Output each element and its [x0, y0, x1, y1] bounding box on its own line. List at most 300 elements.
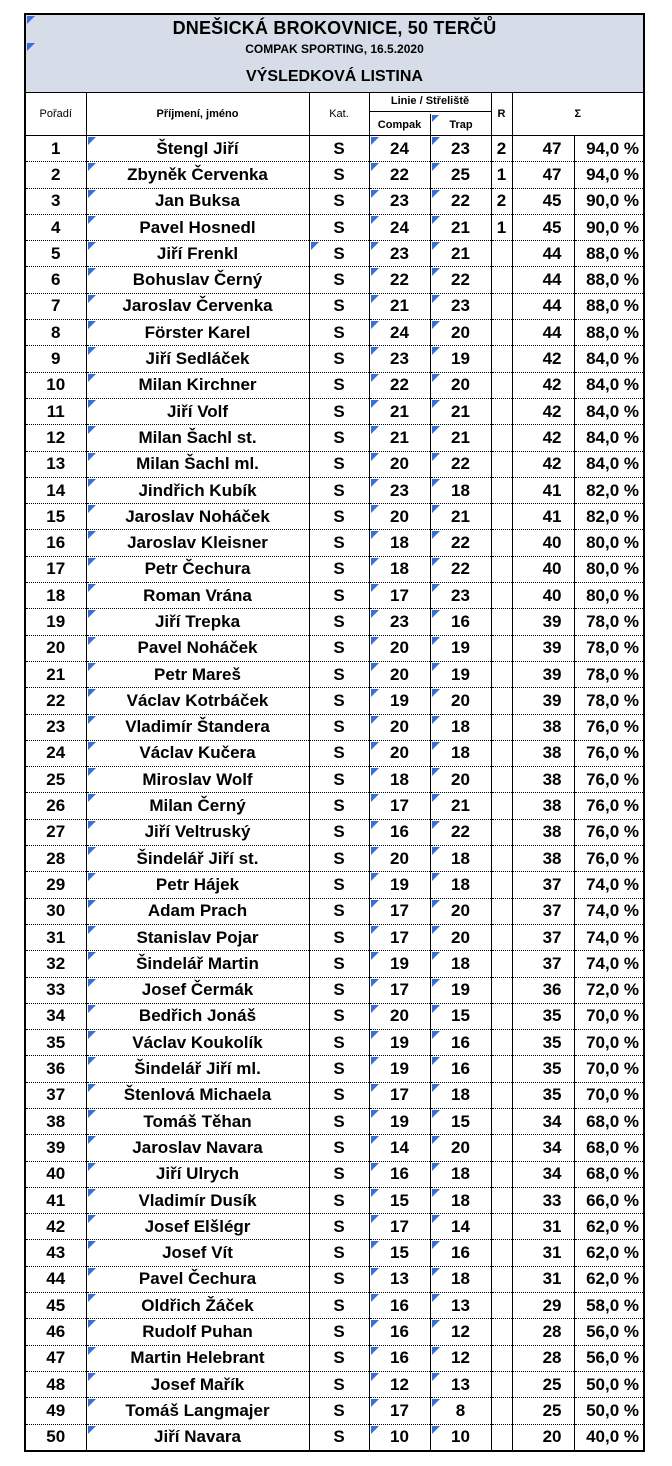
cell-category: S	[309, 688, 369, 714]
cell-name: Milan Šachl ml.	[86, 451, 309, 477]
cell-name: Tomáš Těhan	[86, 1108, 309, 1134]
cell-name: Václav Kučera	[86, 740, 309, 766]
cell-r	[491, 635, 512, 661]
cell-category: S	[309, 188, 369, 214]
cell-r	[491, 846, 512, 872]
cell-name: Förster Karel	[86, 320, 309, 346]
cell-total: 34	[512, 1108, 574, 1134]
column-group-label: Linie / Střeliště	[370, 95, 491, 112]
cell-total: 38	[512, 767, 574, 793]
cell-rank: 1	[26, 136, 86, 162]
cell-trap: 18	[430, 872, 491, 898]
cell-name: Roman Vrána	[86, 583, 309, 609]
cell-r	[491, 793, 512, 819]
cell-percent: 76,0 %	[574, 767, 643, 793]
cell-category: S	[309, 714, 369, 740]
cell-percent: 90,0 %	[574, 188, 643, 214]
event-subtitle: COMPAK SPORTING, 16.5.2020	[245, 42, 424, 56]
cell-total: 35	[512, 1003, 574, 1029]
table-row	[26, 609, 643, 635]
cell-rank: 20	[26, 635, 86, 661]
cell-total: 37	[512, 951, 574, 977]
cell-trap: 19	[430, 977, 491, 1003]
cell-rank: 32	[26, 951, 86, 977]
cell-compak: 24	[369, 136, 430, 162]
cell-total: 25	[512, 1398, 574, 1424]
cell-r	[491, 346, 512, 372]
cell-name: Štengl Jiří	[86, 136, 309, 162]
cell-name: Jaroslav Noháček	[86, 504, 309, 530]
cell-category: S	[309, 267, 369, 293]
table-row	[26, 635, 643, 661]
cell-name: Jiří Ulrych	[86, 1161, 309, 1187]
table-row	[26, 320, 643, 346]
cell-name: Jaroslav Červenka	[86, 293, 309, 319]
cell-r	[491, 1319, 512, 1345]
cell-name: Miroslav Wolf	[86, 767, 309, 793]
cell-r	[491, 583, 512, 609]
table-row	[26, 1108, 643, 1134]
cell-percent: 70,0 %	[574, 1056, 643, 1082]
cell-r	[491, 1030, 512, 1056]
cell-rank: 35	[26, 1030, 86, 1056]
cell-category: S	[309, 1082, 369, 1108]
cell-name: Josef Čermák	[86, 977, 309, 1003]
cell-name: Bedřich Jonáš	[86, 1003, 309, 1029]
cell-percent: 76,0 %	[574, 714, 643, 740]
cell-compak: 10	[369, 1424, 430, 1450]
cell-total: 20	[512, 1424, 574, 1450]
cell-compak: 17	[369, 924, 430, 950]
table-row	[26, 556, 643, 582]
table-row	[26, 293, 643, 319]
cell-r	[491, 293, 512, 319]
table-row	[26, 1293, 643, 1319]
cell-category: S	[309, 136, 369, 162]
cell-rank: 25	[26, 767, 86, 793]
cell-name: Rudolf Puhan	[86, 1319, 309, 1345]
table-row	[26, 688, 643, 714]
cell-rank: 3	[26, 188, 86, 214]
cell-trap: 18	[430, 740, 491, 766]
cell-name: Milan Kirchner	[86, 372, 309, 398]
cell-compak: 22	[369, 372, 430, 398]
cell-r	[491, 609, 512, 635]
cell-category: S	[309, 898, 369, 924]
cell-total: 33	[512, 1187, 574, 1213]
cell-rank: 48	[26, 1371, 86, 1397]
cell-category: S	[309, 1187, 369, 1213]
cell-category: S	[309, 951, 369, 977]
table-row	[26, 924, 643, 950]
cell-compak: 18	[369, 767, 430, 793]
cell-total: 44	[512, 320, 574, 346]
cell-percent: 62,0 %	[574, 1214, 643, 1240]
cell-category: S	[309, 977, 369, 1003]
cell-name: Petr Mareš	[86, 661, 309, 687]
cell-trap: 15	[430, 1003, 491, 1029]
cell-percent: 78,0 %	[574, 609, 643, 635]
cell-name: Oldřich Žáček	[86, 1293, 309, 1319]
cell-r	[491, 1240, 512, 1266]
cell-trap: 23	[430, 583, 491, 609]
cell-r	[491, 1056, 512, 1082]
cell-percent: 76,0 %	[574, 740, 643, 766]
cell-compak: 19	[369, 1056, 430, 1082]
cell-total: 47	[512, 162, 574, 188]
cell-compak: 19	[369, 872, 430, 898]
cell-r	[491, 951, 512, 977]
cell-name: Vladimír Štandera	[86, 714, 309, 740]
cell-category: S	[309, 1371, 369, 1397]
table-row	[26, 1161, 643, 1187]
cell-r	[491, 1161, 512, 1187]
cell-rank: 19	[26, 609, 86, 635]
cell-category: S	[309, 1161, 369, 1187]
cell-percent: 74,0 %	[574, 898, 643, 924]
cell-compak: 23	[369, 241, 430, 267]
cell-compak: 20	[369, 1003, 430, 1029]
cell-r	[491, 898, 512, 924]
cell-total: 40	[512, 530, 574, 556]
table-row	[26, 162, 643, 188]
cell-percent: 50,0 %	[574, 1371, 643, 1397]
cell-rank: 34	[26, 1003, 86, 1029]
cell-name: Jiří Trepka	[86, 609, 309, 635]
cell-total: 31	[512, 1266, 574, 1292]
cell-trap: 14	[430, 1214, 491, 1240]
table-row	[26, 530, 643, 556]
cell-total: 35	[512, 1030, 574, 1056]
cell-percent: 80,0 %	[574, 583, 643, 609]
cell-category: S	[309, 583, 369, 609]
column-header-category: Kat.	[309, 93, 369, 136]
cell-total: 34	[512, 1135, 574, 1161]
cell-trap: 18	[430, 951, 491, 977]
results-table	[26, 93, 643, 1450]
cell-category: S	[309, 1319, 369, 1345]
cell-rank: 11	[26, 398, 86, 424]
cell-compak: 16	[369, 1161, 430, 1187]
cell-trap: 19	[430, 346, 491, 372]
cell-r	[491, 425, 512, 451]
cell-trap: 18	[430, 714, 491, 740]
cell-percent: 62,0 %	[574, 1240, 643, 1266]
cell-compak: 20	[369, 846, 430, 872]
cell-rank: 44	[26, 1266, 86, 1292]
cell-trap: 18	[430, 1082, 491, 1108]
cell-compak: 13	[369, 1266, 430, 1292]
cell-r	[491, 320, 512, 346]
cell-total: 37	[512, 872, 574, 898]
cell-percent: 94,0 %	[574, 136, 643, 162]
cell-trap: 18	[430, 1161, 491, 1187]
cell-r	[491, 398, 512, 424]
table-row	[26, 188, 643, 214]
cell-trap: 20	[430, 898, 491, 924]
cell-r: 2	[491, 188, 512, 214]
cell-rank: 4	[26, 214, 86, 240]
cell-rank: 47	[26, 1345, 86, 1371]
cell-rank: 26	[26, 793, 86, 819]
table-row	[26, 846, 643, 872]
cell-category: S	[309, 398, 369, 424]
table-row	[26, 241, 643, 267]
cell-name: Petr Hájek	[86, 872, 309, 898]
cell-r	[491, 1003, 512, 1029]
table-row	[26, 793, 643, 819]
cell-category: S	[309, 504, 369, 530]
cell-rank: 14	[26, 477, 86, 503]
cell-r	[491, 872, 512, 898]
cell-r	[491, 661, 512, 687]
cell-compak: 23	[369, 188, 430, 214]
cell-trap: 12	[430, 1319, 491, 1345]
page-title: DNEŠICKÁ BROKOVNICE, 50 TERČŮ	[172, 18, 497, 38]
cell-rank: 30	[26, 898, 86, 924]
cell-percent: 84,0 %	[574, 398, 643, 424]
cell-r	[491, 372, 512, 398]
cell-total: 44	[512, 293, 574, 319]
cell-total: 39	[512, 688, 574, 714]
cell-name: Josef Vít	[86, 1240, 309, 1266]
column-header-trap	[431, 114, 492, 135]
cell-percent: 40,0 %	[586, 1427, 640, 1447]
cell-r	[491, 1371, 512, 1397]
cell-name: Jan Buksa	[86, 188, 309, 214]
cell-percent: 56,0 %	[574, 1319, 643, 1345]
cell-r	[491, 504, 512, 530]
cell-trap: 21	[430, 398, 491, 424]
cell-r	[491, 1424, 512, 1450]
cell-percent: 62,0 %	[574, 1266, 643, 1292]
cell-r	[491, 740, 512, 766]
cell-r	[491, 241, 512, 267]
cell-compak: 16	[369, 1345, 430, 1371]
cell-trap: 16	[430, 1030, 491, 1056]
cell-rank: 41	[26, 1187, 86, 1213]
cell-percent: 84,0 %	[574, 372, 643, 398]
cell-r	[491, 1108, 512, 1134]
cell-compak: 20	[369, 451, 430, 477]
cell-percent: 84,0 %	[574, 425, 643, 451]
cell-r	[491, 1293, 512, 1319]
cell-total: 42	[512, 398, 574, 424]
list-title: VÝSLEDKOVÁ LISTINA	[246, 68, 423, 85]
cell-total: 45	[512, 214, 574, 240]
cell-total: 39	[512, 609, 574, 635]
cell-rank: 2	[26, 162, 86, 188]
cell-r	[491, 1398, 512, 1424]
cell-rank: 10	[26, 372, 86, 398]
cell-trap: 16	[430, 1240, 491, 1266]
cell-name: Stanislav Pojar	[86, 924, 309, 950]
column-header-compak: Compak	[370, 114, 431, 135]
cell-r: 1	[491, 162, 512, 188]
cell-percent: 50,0 %	[574, 1398, 643, 1424]
cell-category: S	[309, 346, 369, 372]
cell-name: Martin Helebrant	[86, 1345, 309, 1371]
cell-trap: 21	[430, 793, 491, 819]
cell-rank: 21	[26, 661, 86, 687]
cell-percent: 76,0 %	[574, 846, 643, 872]
cell-rank: 16	[26, 530, 86, 556]
cell-percent: 68,0 %	[574, 1161, 643, 1187]
cell-name: Josef Elšlégr	[86, 1214, 309, 1240]
cell-percent: 72,0 %	[574, 977, 643, 1003]
cell-total: 29	[512, 1293, 574, 1319]
cell-total: 41	[512, 477, 574, 503]
table-row	[26, 740, 643, 766]
cell-percent: 66,0 %	[574, 1187, 643, 1213]
cell-category: S	[309, 819, 369, 845]
cell-category: S	[309, 214, 369, 240]
cell-trap: 12	[430, 1345, 491, 1371]
cell-total: 39	[512, 661, 574, 687]
cell-r	[491, 1214, 512, 1240]
column-header-sum: Σ	[512, 93, 643, 136]
cell-name: Jiří Frenkl	[86, 241, 309, 267]
cell-r	[491, 556, 512, 582]
cell-compak: 15	[369, 1240, 430, 1266]
table-row	[26, 898, 643, 924]
cell-name: Tomáš Langmajer	[86, 1398, 309, 1424]
cell-total: 40	[512, 583, 574, 609]
cell-name: Štenlová Michaela	[86, 1082, 309, 1108]
cell-compak: 17	[369, 898, 430, 924]
cell-total: 47	[512, 136, 574, 162]
table-row	[26, 767, 643, 793]
cell-percent: 70,0 %	[574, 1003, 643, 1029]
cell-name: Vladimír Dusík	[86, 1187, 309, 1213]
cell-category: S	[309, 872, 369, 898]
cell-category: S	[309, 740, 369, 766]
cell-rank: 22	[26, 688, 86, 714]
cell-total: 38	[512, 846, 574, 872]
cell-name: Josef Mařík	[86, 1371, 309, 1397]
cell-percent: 90,0 %	[574, 214, 643, 240]
cell-total: 36	[512, 977, 574, 1003]
cell-trap: 22	[430, 556, 491, 582]
cell-percent: 74,0 %	[574, 924, 643, 950]
cell-category: S	[309, 1266, 369, 1292]
cell-total: 38	[512, 714, 574, 740]
cell-trap: 13	[430, 1371, 491, 1397]
cell-trap: 20	[430, 372, 491, 398]
cell-percent: 94,0 %	[574, 162, 643, 188]
cell-rank: 39	[26, 1135, 86, 1161]
cell-percent: 84,0 %	[574, 451, 643, 477]
cell-rank: 33	[26, 977, 86, 1003]
cell-total: 40	[512, 556, 574, 582]
cell-total: 35	[512, 1082, 574, 1108]
table-row	[26, 583, 643, 609]
cell-name: Šindelář Jiří ml.	[86, 1056, 309, 1082]
column-header-trap-label: Trap	[449, 118, 473, 131]
table-row	[26, 951, 643, 977]
cell-r	[491, 477, 512, 503]
cell-total: 45	[512, 188, 574, 214]
cell-percent: 88,0 %	[574, 267, 643, 293]
cell-compak: 17	[369, 1214, 430, 1240]
table-row	[26, 1345, 643, 1371]
cell-rank: 5	[26, 241, 86, 267]
cell-category: S	[309, 293, 369, 319]
results-header	[26, 15, 643, 93]
cell-rank: 43	[26, 1240, 86, 1266]
cell-total: 31	[512, 1240, 574, 1266]
cell-compak: 24	[369, 320, 430, 346]
cell-r: 1	[491, 214, 512, 240]
cell-percent: 78,0 %	[574, 635, 643, 661]
cell-total: 38	[512, 740, 574, 766]
table-row	[26, 1398, 643, 1424]
cell-name: Bohuslav Černý	[86, 267, 309, 293]
cell-rank: 9	[26, 346, 86, 372]
cell-category: S	[309, 661, 369, 687]
cell-name: Jiří Veltruský	[86, 819, 309, 845]
table-row	[26, 1214, 643, 1240]
cell-compak: 24	[369, 214, 430, 240]
table-row	[26, 872, 643, 898]
table-row	[26, 1030, 643, 1056]
table-row	[26, 1056, 643, 1082]
cell-percent: 84,0 %	[574, 346, 643, 372]
cell-compak: 19	[369, 951, 430, 977]
cell-category: S	[309, 767, 369, 793]
cell-compak: 18	[369, 556, 430, 582]
column-header-name: Příjmení, jméno	[86, 93, 309, 136]
table-row	[26, 819, 643, 845]
cell-compak: 20	[369, 504, 430, 530]
cell-rank: 46	[26, 1319, 86, 1345]
cell-r	[491, 451, 512, 477]
cell-compak: 22	[369, 162, 430, 188]
cell-trap: 23	[430, 293, 491, 319]
cell-trap: 18	[430, 1187, 491, 1213]
cell-name: Jiří Sedláček	[86, 346, 309, 372]
table-row	[26, 267, 643, 293]
cell-r	[491, 1187, 512, 1213]
cell-rank: 15	[26, 504, 86, 530]
cell-compak: 23	[369, 609, 430, 635]
cell-total: 34	[512, 1161, 574, 1187]
table-row	[26, 136, 643, 162]
cell-name: Adam Prach	[86, 898, 309, 924]
cell-rank: 6	[26, 267, 86, 293]
cell-trap: 22	[430, 819, 491, 845]
cell-compak: 16	[369, 819, 430, 845]
cell-category: S	[309, 477, 369, 503]
cell-compak: 17	[369, 583, 430, 609]
cell-name: Šindelář Jiří st.	[86, 846, 309, 872]
cell-compak: 17	[369, 1398, 430, 1424]
cell-percent: 88,0 %	[574, 320, 643, 346]
cell-category: S	[309, 372, 369, 398]
cell-trap: 10	[430, 1424, 491, 1450]
cell-trap: 22	[430, 451, 491, 477]
results-sheet	[24, 13, 645, 1452]
cell-compak: 20	[369, 740, 430, 766]
cell-total: 39	[512, 635, 574, 661]
cell-name: Václav Kotrbáček	[86, 688, 309, 714]
cell-name: Jaroslav Navara	[86, 1135, 309, 1161]
cell-trap: 20	[430, 767, 491, 793]
column-header-r: R	[491, 93, 512, 136]
cell-compak: 17	[369, 1082, 430, 1108]
cell-name: Pavel Noháček	[86, 635, 309, 661]
cell-r	[491, 924, 512, 950]
